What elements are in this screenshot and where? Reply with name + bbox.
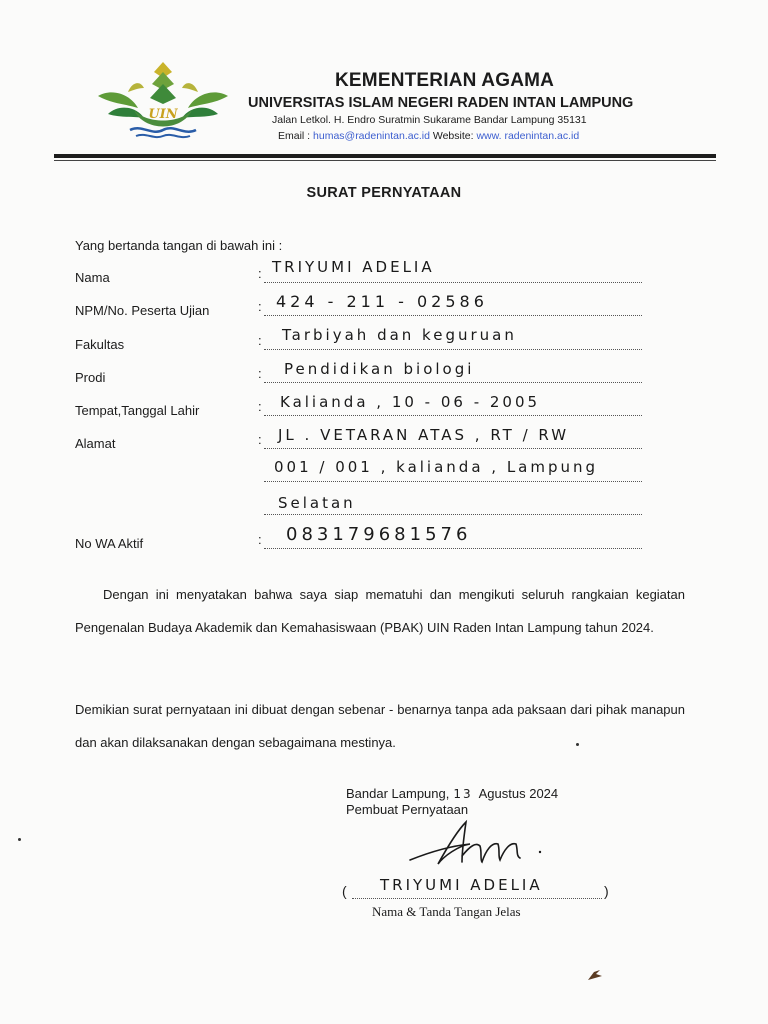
label-ttl: Tempat,Tanggal Lahir bbox=[75, 403, 200, 418]
date-month-year: Agustus 2024 bbox=[478, 786, 559, 801]
date-day: 13 bbox=[453, 787, 473, 801]
dots-ttl bbox=[264, 415, 642, 416]
signer-name-dots bbox=[352, 898, 602, 899]
statement-paragraph bbox=[75, 578, 685, 644]
value-npm: 424 - 211 - 02586 bbox=[276, 292, 488, 311]
uin-logo bbox=[94, 58, 232, 142]
value-wa: 083179681576 bbox=[286, 524, 472, 545]
ministry-heading: KEMENTERIAN AGAMA bbox=[335, 70, 555, 91]
value-prodi: Pendidikan biologi bbox=[284, 360, 475, 378]
header-rule-thick bbox=[54, 154, 716, 158]
handwritten-signature bbox=[400, 816, 560, 876]
signature-caption: Nama & Tanda Tangan Jelas bbox=[372, 904, 521, 919]
dots-wa bbox=[264, 548, 642, 549]
website-link[interactable]: www. radenintan.ac.id bbox=[476, 130, 580, 142]
value-fakultas: Tarbiyah dan keguruan bbox=[282, 326, 517, 344]
label-prodi: Prodi bbox=[75, 370, 106, 385]
colon-alamat: : bbox=[258, 432, 262, 447]
dots-alamat-2 bbox=[264, 481, 642, 482]
value-nama: TRIYUMI ADELIA bbox=[272, 258, 435, 276]
closing-paragraph bbox=[75, 693, 685, 759]
label-wa: No WA Aktif bbox=[75, 536, 144, 551]
colon-prodi: : bbox=[258, 366, 262, 381]
header-rule-thin bbox=[54, 160, 716, 161]
colon-npm: : bbox=[258, 299, 262, 314]
email-label: Email : bbox=[278, 130, 311, 142]
dots-fakultas bbox=[264, 349, 642, 350]
label-fakultas: Fakultas bbox=[75, 337, 125, 352]
place-text: Bandar Lampung, bbox=[346, 786, 450, 801]
dots-npm bbox=[264, 315, 642, 316]
scan-speck bbox=[576, 743, 579, 746]
intro-text: Yang bertanda tangan di bawah ini : bbox=[75, 238, 283, 253]
place-date bbox=[346, 786, 558, 801]
university-heading: UNIVERSITAS ISLAM NEGERI RADEN INTAN LAMPUNG bbox=[248, 95, 634, 111]
label-alamat: Alamat bbox=[75, 436, 116, 451]
document-title: SURAT PERNYATAAN bbox=[306, 185, 462, 201]
label-npm: NPM/No. Peserta Ujian bbox=[75, 303, 210, 318]
label-nama: Nama bbox=[75, 270, 110, 285]
scan-mark bbox=[584, 962, 606, 984]
colon-fakultas: : bbox=[258, 333, 262, 348]
dots-nama bbox=[264, 282, 642, 283]
scan-speck bbox=[18, 838, 21, 841]
email-link[interactable]: humas@radenintan.ac.id bbox=[313, 130, 430, 142]
value-alamat-line2: 001 / 001 , kalianda , Lampung bbox=[274, 458, 599, 476]
colon-nama: : bbox=[258, 266, 262, 281]
statement-text: Dengan ini menyatakan bahwa saya siap mematuhi dan mengikuti seluruh rangkaian kegiatan Pengenalan Budaya Akademik dan Kemahasiswaan (PBAK) UIN Raden Intan Lampung tahun 2024. bbox=[75, 587, 685, 635]
paren-open: ( bbox=[342, 883, 347, 899]
value-ttl: Kalianda , 10 - 06 - 2005 bbox=[280, 393, 541, 411]
dots-prodi bbox=[264, 382, 642, 383]
signer-name: TRIYUMI ADELIA bbox=[380, 876, 543, 894]
website-label: Website: bbox=[432, 130, 474, 142]
signer-role: Pembuat Pernyataan bbox=[346, 802, 469, 817]
colon-ttl: : bbox=[258, 399, 262, 414]
colon-wa: : bbox=[258, 532, 262, 547]
paren-close: ) bbox=[604, 883, 609, 899]
svg-text:UIN: UIN bbox=[148, 107, 178, 122]
value-alamat-line1: JL . VETARAN ATAS , RT / RW bbox=[278, 426, 570, 444]
dots-alamat-1 bbox=[264, 448, 642, 449]
university-address: Jalan Letkol. H. Endro Suratmin Sukarame Bandar Lampung 35131 bbox=[272, 114, 587, 126]
contact-line bbox=[278, 130, 579, 142]
closing-text: Demikian surat pernyataan ini dibuat dengan sebenar - benarnya tanpa ada paksaan dari pihak manapun dan akan dilaksanakan dengan sebagaimana mestinya. bbox=[75, 702, 685, 750]
dots-alamat-3 bbox=[264, 514, 642, 515]
value-alamat-line3: Selatan bbox=[278, 494, 356, 512]
